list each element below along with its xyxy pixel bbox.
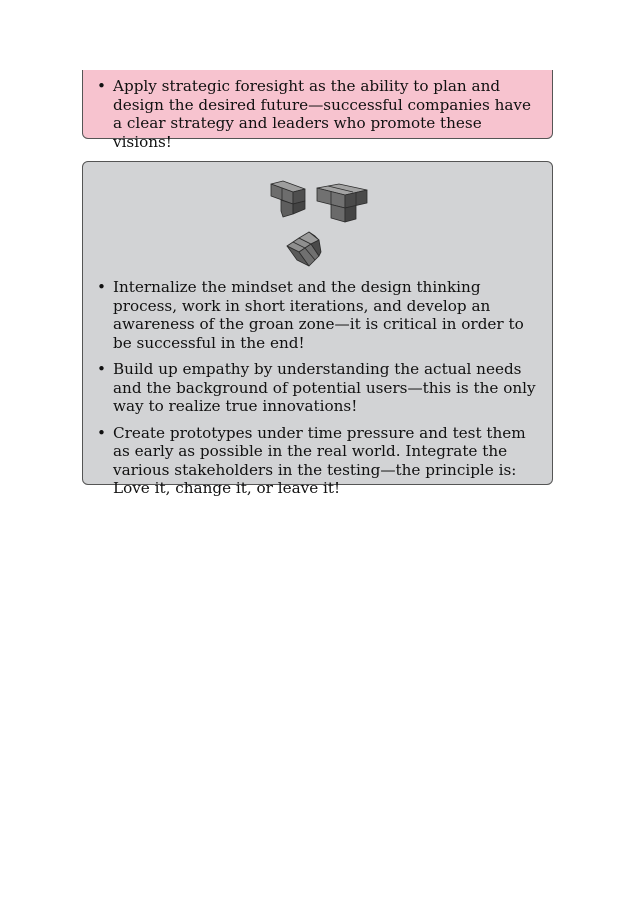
list-item xyxy=(83,424,552,498)
bullet-text: Build up empathy by understanding the actual needs and the background of potential users—this is the only way to realize true innovations! xyxy=(113,360,536,415)
strategy-bullet-list xyxy=(83,70,552,151)
puzzle-piece-bottom xyxy=(287,232,321,266)
bullet-marker: • xyxy=(97,423,106,442)
puzzle-piece-left xyxy=(271,181,305,217)
bullet-marker: • xyxy=(97,360,106,378)
design-thinking-bullet-list xyxy=(83,278,552,498)
design-thinking-callout-box xyxy=(82,161,553,497)
bullet-text: Internalize the mindset and the design thinking process, work in short iterations, and develop an awareness of the groan zone—it is critical in order to be successful in the end! xyxy=(113,278,524,352)
bullet-text: Create prototypes under time pressure and test them as early as possible in the real world. Integrate the various stakeholders in the testing—the principle is: Love it, change it, or leave it! xyxy=(113,423,526,497)
bullet-text: Apply strategic foresight as the ability to plan and design the desired future—successful companies have a clear strategy and leaders who promote these visions! xyxy=(113,77,532,151)
bullet-marker: • xyxy=(97,77,106,95)
puzzle-blocks-icon xyxy=(83,174,552,274)
list-item xyxy=(83,360,552,416)
strategy-callout-box xyxy=(82,70,553,151)
list-item xyxy=(83,278,552,352)
list-item xyxy=(83,77,552,151)
puzzle-piece-right xyxy=(317,184,367,222)
bullet-marker: • xyxy=(97,278,106,296)
